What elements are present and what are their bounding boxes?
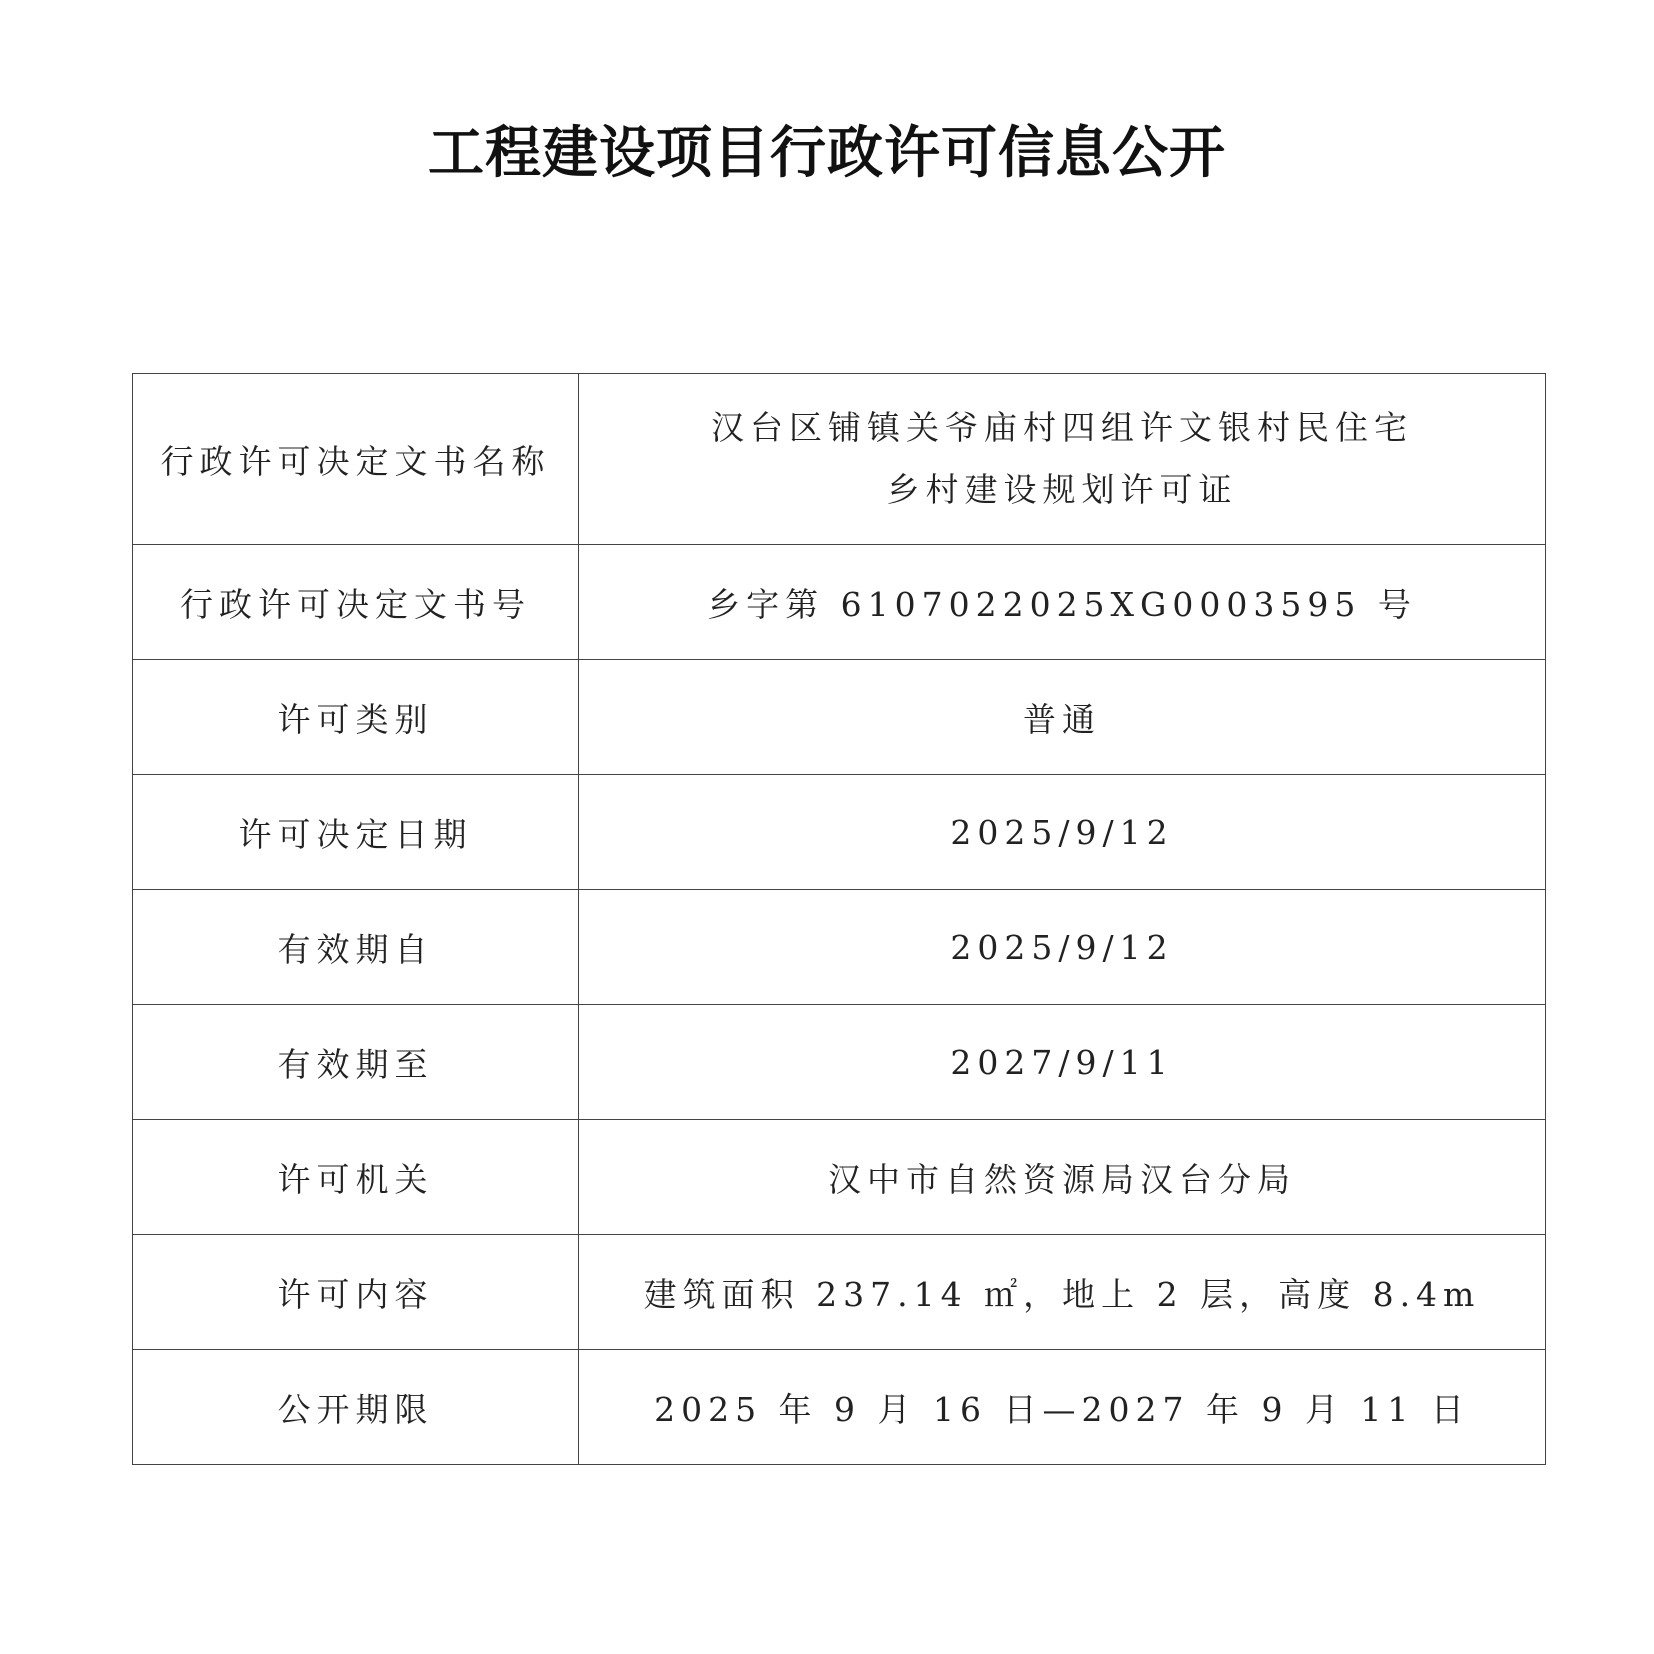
row-value: 汉中市自然资源局汉台分局 [579, 1120, 1546, 1235]
table-row-issuing-authority [133, 1120, 1546, 1235]
row-value: 普通 [579, 660, 1546, 775]
document-name-line-2: 乡村建设规划许可证 [886, 470, 1238, 509]
row-label: 公开期限 [133, 1350, 579, 1465]
row-value: 建筑面积 237.14 ㎡，地上 2 层，高度 8.4m [579, 1235, 1546, 1350]
row-label: 行政许可决定文书号 [133, 545, 579, 660]
table-row-document-number [133, 545, 1546, 660]
row-value [579, 374, 1546, 545]
document-name-line-1: 汉台区铺镇关爷庙村四组许文银村民住宅 [711, 408, 1413, 447]
page-title: 工程建设项目行政许可信息公开 [428, 121, 1226, 186]
table-row-permit-category [133, 660, 1546, 775]
permit-info-table [132, 373, 1546, 1465]
row-value: 2025/9/12 [579, 775, 1546, 890]
row-label: 许可类别 [133, 660, 579, 775]
table-row-valid-from [133, 890, 1546, 1005]
table-row-decision-date [133, 775, 1546, 890]
table-row-disclosure-period [133, 1350, 1546, 1465]
row-label: 行政许可决定文书名称 [133, 374, 579, 545]
row-label: 许可决定日期 [133, 775, 579, 890]
table-row-valid-until [133, 1005, 1546, 1120]
row-value: 2025 年 9 月 16 日—2027 年 9 月 11 日 [579, 1350, 1546, 1465]
row-value: 乡字第 6107022025XG0003595 号 [579, 545, 1546, 660]
table-row-document-name [133, 374, 1546, 545]
row-value: 2027/9/11 [579, 1005, 1546, 1120]
table-row-permit-content [133, 1235, 1546, 1350]
row-label: 许可内容 [133, 1235, 579, 1350]
row-label: 有效期至 [133, 1005, 579, 1120]
row-label: 有效期自 [133, 890, 579, 1005]
row-value: 2025/9/12 [579, 890, 1546, 1005]
row-label: 许可机关 [133, 1120, 579, 1235]
